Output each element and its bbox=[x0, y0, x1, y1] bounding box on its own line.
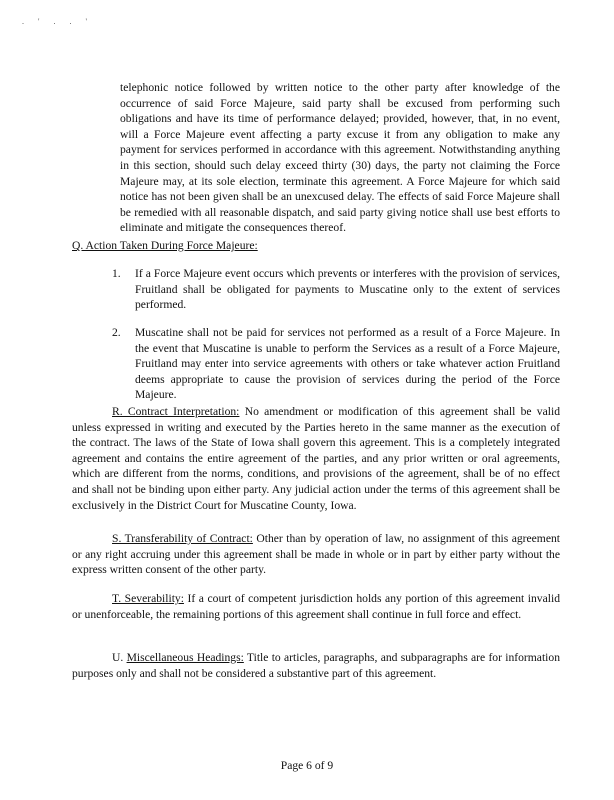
section-s-heading: S. Transferability of Contract: bbox=[112, 532, 253, 545]
section-u-heading: Miscellaneous Headings: bbox=[126, 651, 244, 664]
section-q-heading: Q. Action Taken During Force Majeure: bbox=[72, 239, 258, 252]
section-s-text: Other than by operation of law, no assignment of this agreement or any right accruing under this agreement shall be made in whole or in part by either party without the express written consent of the other party. bbox=[72, 532, 560, 577]
section-u-prefix: U. bbox=[112, 651, 127, 664]
scan-artifact-marks: . ' . . ' bbox=[22, 17, 93, 26]
section-q-list-item bbox=[112, 266, 560, 313]
list-item-number: 2. bbox=[112, 326, 121, 339]
list-item-number: 1. bbox=[112, 267, 121, 280]
section-t-heading: T. Severability: bbox=[112, 592, 184, 605]
section-r-heading: R. Contract Interpretation: bbox=[112, 405, 240, 418]
page-number-footer: Page 6 of 9 bbox=[280, 759, 334, 772]
section-u-paragraph bbox=[72, 650, 560, 681]
section-q-list-item bbox=[112, 325, 560, 403]
section-u-text: Title to articles, paragraphs, and subparagraphs are for information purposes only and shall not be considered a substantive part of this agreement. bbox=[72, 651, 560, 680]
section-t-text: If a court of competent jurisdiction holds any portion of this agreement invalid or unenforceable, the remaining portions of this agreement shall continue in full force and effect. bbox=[72, 592, 560, 621]
section-r-paragraph bbox=[72, 404, 560, 513]
force-majeure-continuation-paragraph: telephonic notice followed by written notice to the other party after knowledge of the occurrence of said Force Majeure, said party shall be excused from performing such obligations and have its time of performance delayed; provided, however, that, in no event, will a Force Majeure event affecting a party excuse it from any obligation to make any payment for services performed in accordance with this agreement. Notwithstanding anything in this section, should such delay exceed thirty (30) days, the party not claiming the Force Majeure may, at its sole election, terminate this agreement. A Force Majeure for which said notice has not been given shall be an unexcused delay. The effects of said Force Majeure shall be remedied with all reasonable dispatch, and said party giving notice shall use best efforts to eliminate and mitigate the consequences thereof. bbox=[120, 81, 560, 235]
list-item-text: Muscatine shall not be paid for services not performed as a result of a Force Majeure. In the event that Muscatine is unable to perform the Services as a result of a Force Majeure, Fruitland may enter into service agreements with others or take whatever action Fruitland deems appropriate to cause the provision of services during the period of the Force Majeure. bbox=[135, 326, 560, 402]
section-s-paragraph bbox=[72, 531, 560, 578]
list-item-text: If a Force Majeure event occurs which prevents or interferes with the provision of services, Fruitland shall be obligated for payments to Muscatine only to the extent of services performed. bbox=[135, 267, 560, 312]
section-t-paragraph bbox=[72, 591, 560, 622]
section-r-text: No amendment or modification of this agreement shall be valid unless expressed in writing and executed by the Parties hereto in the same manner as the execution of the contract. The laws of the State of Iowa shall govern this agreement. This is a completely integrated agreement and contains the entire agreement of the parties, and any prior written or oral agreements, which are different from the norms, conditions, and provisions of the agreement, shall be of no effect and shall not be binding upon either party. Any judicial action under the terms of this agreement shall be exclusively in the District Court for Muscatine County, Iowa. bbox=[72, 405, 560, 512]
